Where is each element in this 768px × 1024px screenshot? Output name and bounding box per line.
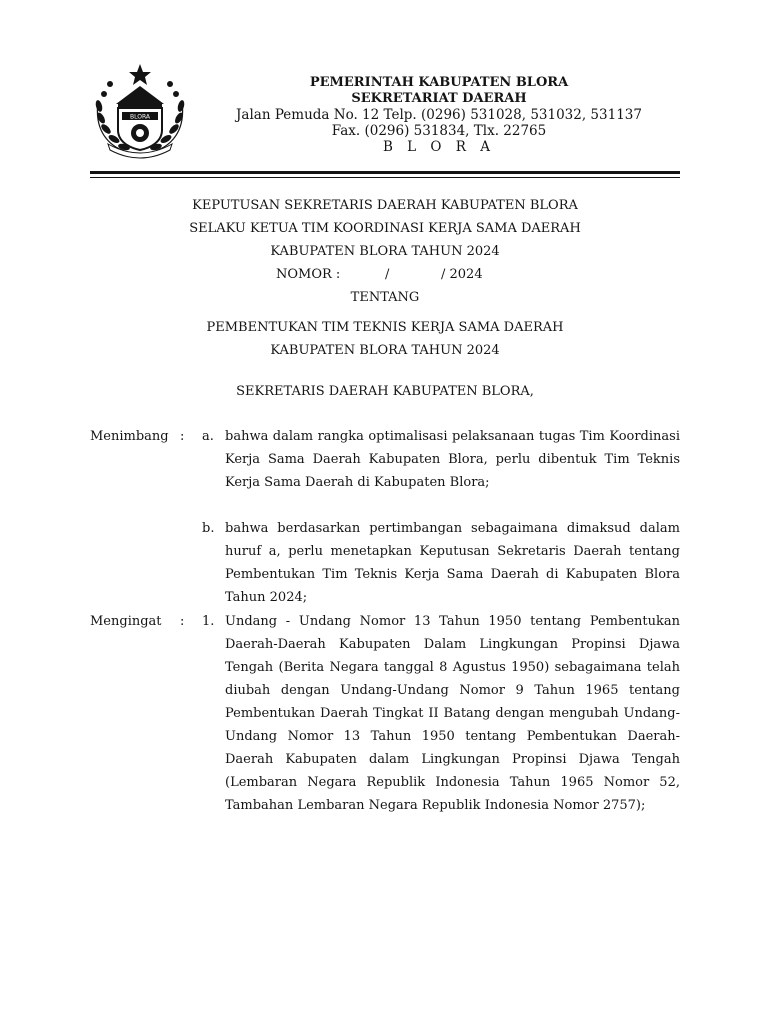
decree-title-line2: SELAKU KETUA TIM KOORDINASI KERJA SAMA DAERAH — [189, 221, 581, 236]
decree-title-line3: KABUPATEN BLORA TAHUN 2024 — [270, 244, 500, 259]
letterhead-divider-thick — [90, 171, 680, 174]
mengingat-item-1-marker: 1. — [202, 614, 215, 629]
nomor-slash-1: / — [385, 267, 390, 282]
decree-subject — [90, 316, 680, 362]
decree-title-line1: KEPUTUSAN SEKRETARIS DAERAH KABUPATEN BLORA — [192, 198, 578, 213]
menimbang-item-b: bahwa berdasarkan pertimbangan sebagaimana dimaksud dalam huruf a, perlu menetapkan Keputusan Sekretaris Daerah tentang Pembentukan Tim Teknis Kerja Sama Daerah di Kabupaten Blora Tahun 2024; — [225, 521, 680, 605]
menimbang-item-a: bahwa dalam rangka optimalisasi pelaksanaan tugas Tim Koordinasi Kerja Sama Daerah Kabupaten Blora, perlu dibentuk Tim Teknis Kerja Sama Daerah di Kabupaten Blora; — [225, 429, 680, 490]
decree-subject-line2: KABUPATEN BLORA TAHUN 2024 — [270, 343, 500, 358]
office-address: Jalan Pemuda No. 12 Telp. (0296) 531028, 531032, 531137 — [236, 107, 642, 123]
menimbang-colon: : — [180, 429, 185, 444]
government-name: PEMERINTAH KABUPATEN BLORA — [309, 75, 569, 90]
tentang-label: TENTANG — [350, 290, 420, 305]
letterhead — [90, 62, 680, 162]
menimbang-label: Menimbang — [90, 429, 169, 444]
office-city: B L O R A — [382, 139, 496, 155]
letterhead-divider-thin — [90, 177, 680, 178]
office-fax: Fax. (0296) 531834, Tlx. 22765 — [331, 123, 547, 139]
seal-label: BLORA — [130, 113, 150, 121]
decree-heading — [90, 194, 680, 263]
office-name: SEKRETARIAT DAERAH — [351, 91, 527, 106]
letterhead-text — [208, 75, 670, 155]
mengingat-label: Mengingat — [90, 614, 162, 629]
menimbang-item-a-marker: a. — [202, 429, 214, 444]
nomor-label: NOMOR : — [276, 267, 341, 282]
issuing-official: SEKRETARIS DAERAH KABUPATEN BLORA, — [236, 384, 534, 399]
decree-number — [0, 263, 768, 286]
blora-regency-seal-icon — [90, 62, 190, 162]
nomor-slash-2: / 2024 — [441, 267, 483, 282]
decree-subject-line1: PEMBENTUKAN TIM TEKNIS KERJA SAMA DAERAH — [206, 320, 564, 335]
mengingat-colon: : — [180, 614, 185, 629]
mengingat-item-1: Undang - Undang Nomor 13 Tahun 1950 tentang Pembentukan Daerah-Daerah Kabupaten Dalam Lingkungan Propinsi Djawa Tengah (Berita Negara tanggal 8 Agustus 1950) sebagaimana telah diubah dengan Undang-Undang Nomor 9 Tahun 1965 tentang Pembentukan Daerah Tingkat II Batang dengan mengubah Undang-Undang Nomor 13 Tahun 1950 tentang Pembentukan Daerah-Daerah Kabupaten dalam Lingkungan Propinsi Djawa Tengah (Lembaran Negara Republik Indonesia Tahun 1965 Nomor 52, Tambahan Lembaran Negara Republik Indonesia Nomor 2757); — [225, 614, 680, 813]
menimbang-item-b-marker: b. — [202, 521, 215, 536]
